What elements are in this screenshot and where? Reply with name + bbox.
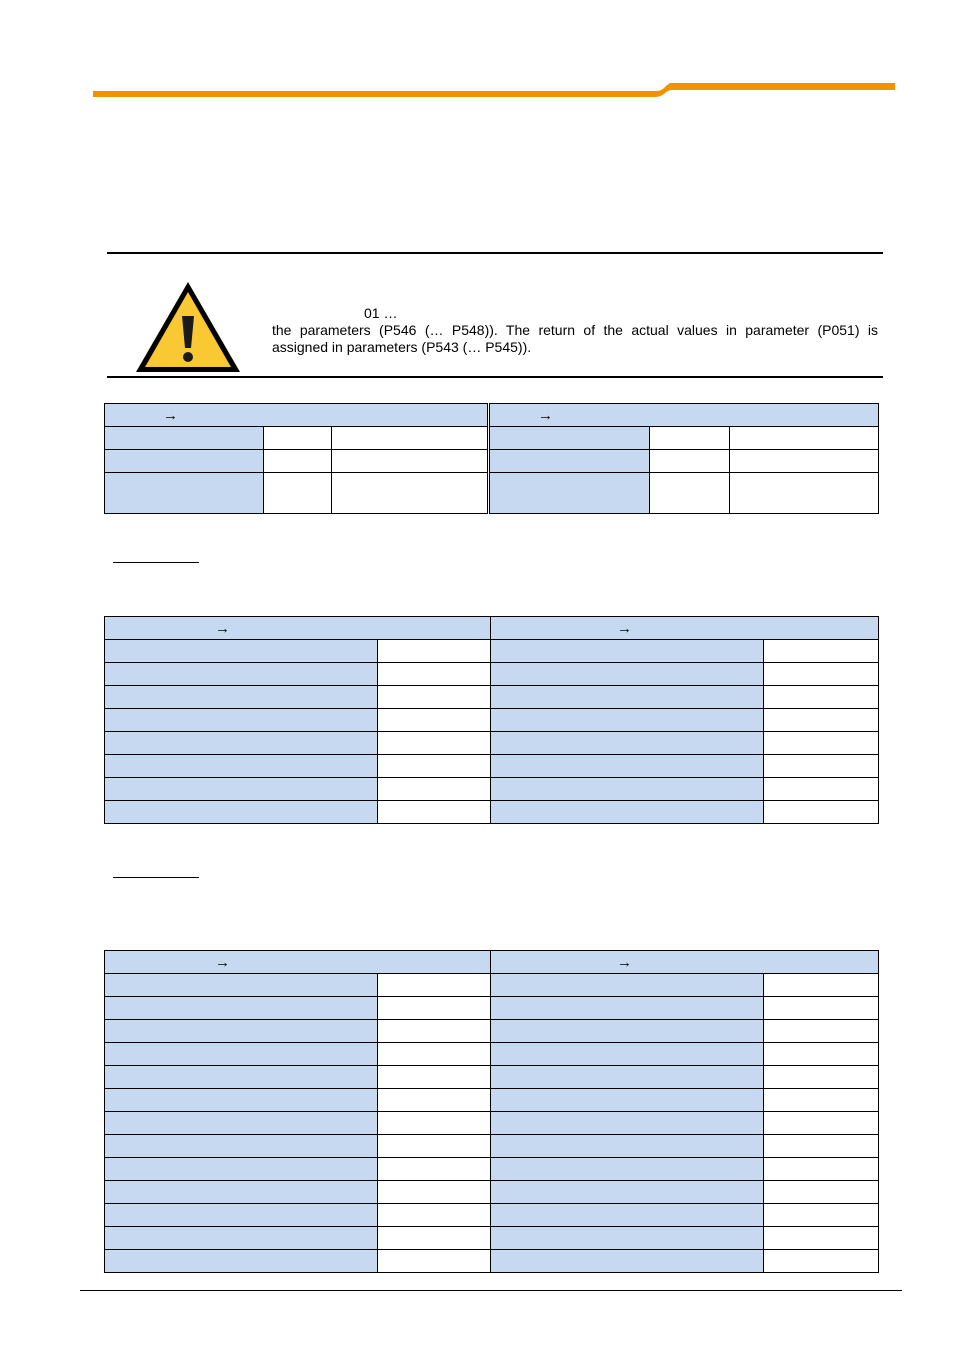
table-cell: [764, 801, 879, 824]
table-row: [490, 473, 879, 514]
table-cell: [764, 640, 879, 663]
table-row: [105, 709, 879, 732]
table-cell: [105, 755, 378, 778]
table-cell: [378, 1043, 491, 1066]
right-arrow-icon: →: [163, 406, 178, 424]
table-row: [105, 732, 879, 755]
table-row: [105, 1043, 879, 1066]
table-cell: [491, 1066, 764, 1089]
table-cell: [491, 1227, 764, 1250]
table-cell: [105, 1089, 378, 1112]
table-cell: [491, 709, 764, 732]
table-cell: [491, 732, 764, 755]
table-row: [490, 450, 879, 473]
table-cell: [378, 801, 491, 824]
table-cell: [491, 1181, 764, 1204]
table-cell: [764, 1250, 879, 1273]
table-row: [105, 801, 879, 824]
table-cell: [491, 801, 764, 824]
table-cell: [105, 997, 378, 1020]
table-cell: [491, 1135, 764, 1158]
table-cell: [764, 1112, 879, 1135]
table-cell: [491, 755, 764, 778]
table-cell: [378, 640, 491, 663]
table-row: [490, 427, 879, 450]
table-cell: [491, 974, 764, 997]
table-row: [105, 1227, 879, 1250]
table-row: [105, 1135, 879, 1158]
table-cell: [378, 1204, 491, 1227]
table-cell: [105, 1204, 378, 1227]
table-cell: [378, 1250, 491, 1273]
table-cell: [105, 663, 378, 686]
table-row: [105, 1158, 879, 1181]
table-cell: [105, 1066, 378, 1089]
table-cell: [378, 1112, 491, 1135]
table-row: [105, 755, 879, 778]
table-cell: [105, 1135, 378, 1158]
table-cell: [491, 640, 764, 663]
table-row: [105, 640, 879, 663]
table-3-right-header: [491, 951, 879, 974]
warning-bottom-rule: [107, 376, 883, 378]
table-cell: [378, 997, 491, 1020]
warning-line-2: the parameters (P546 (… P548)). The return of the actual values in parameter (P051) is: [272, 322, 878, 338]
table-row: [105, 1204, 879, 1227]
table-cell: [105, 1043, 378, 1066]
table-cell: [764, 732, 879, 755]
footer-rule: [80, 1290, 902, 1291]
table-cell: [491, 1158, 764, 1181]
table-cell: [105, 801, 378, 824]
table-cell: [764, 1020, 879, 1043]
table-cell: [105, 709, 378, 732]
table-cell: [105, 974, 378, 997]
table-cell: [764, 1158, 879, 1181]
table-cell: [764, 1089, 879, 1112]
table-cell: [491, 663, 764, 686]
table-cell: [378, 686, 491, 709]
table-2: [104, 616, 879, 824]
table-cell: [491, 1204, 764, 1227]
table-cell: [378, 1066, 491, 1089]
table-1-left: [104, 403, 488, 514]
table-cell: [764, 709, 879, 732]
table-1-left-header: [105, 404, 488, 427]
table-1-right: [489, 403, 879, 514]
table-cell: [378, 1020, 491, 1043]
table-row: [105, 1112, 879, 1135]
right-arrow-icon: →: [617, 619, 632, 637]
table-cell: [378, 974, 491, 997]
section-heading-underline: [113, 877, 199, 878]
table-cell: [378, 663, 491, 686]
right-arrow-icon: →: [215, 619, 230, 637]
table-cell: [491, 1020, 764, 1043]
table-cell: [764, 663, 879, 686]
table-row: [105, 663, 879, 686]
table-row: [105, 686, 879, 709]
table-row: [105, 1020, 879, 1043]
table-2-right-header: [491, 617, 879, 640]
right-arrow-icon: →: [538, 406, 553, 424]
table-cell: [491, 997, 764, 1020]
warning-line-1: 01 …: [364, 305, 398, 321]
table-cell: [491, 686, 764, 709]
table-row: [105, 1066, 879, 1089]
table-cell: [764, 1204, 879, 1227]
table-2-left-header: [105, 617, 491, 640]
table-cell: [105, 1250, 378, 1273]
section-heading-underline: [113, 562, 199, 563]
table-cell: [491, 1250, 764, 1273]
table-row: [105, 1250, 879, 1273]
right-arrow-icon: →: [617, 953, 632, 971]
table-cell: [764, 1135, 879, 1158]
table-cell: [378, 778, 491, 801]
table-1-right-header: [490, 404, 879, 427]
right-arrow-icon: →: [215, 953, 230, 971]
table-cell: [105, 1227, 378, 1250]
warning-text: [272, 305, 878, 356]
header-accent-bar: [0, 0, 954, 110]
table-cell: [764, 755, 879, 778]
table-cell: [105, 1158, 378, 1181]
table-cell: [764, 1227, 879, 1250]
table-cell: [378, 1158, 491, 1181]
table-row: [105, 1089, 879, 1112]
table-cell: [105, 686, 378, 709]
table-cell: [764, 1066, 879, 1089]
table-cell: [105, 640, 378, 663]
table-cell: [764, 1043, 879, 1066]
table-cell: [764, 997, 879, 1020]
table-cell: [105, 732, 378, 755]
table-cell: [378, 755, 491, 778]
table-cell: [378, 1227, 491, 1250]
table-cell: [491, 1089, 764, 1112]
table-cell: [105, 778, 378, 801]
table-row: [105, 427, 488, 450]
table-row: [105, 974, 879, 997]
table-row: [105, 450, 488, 473]
table-cell: [378, 1089, 491, 1112]
table-3: [104, 950, 879, 1273]
table-cell: [378, 1181, 491, 1204]
table-cell: [378, 709, 491, 732]
warning-triangle-icon: [134, 280, 242, 376]
table-row: [105, 778, 879, 801]
table-cell: [764, 686, 879, 709]
table-cell: [378, 1135, 491, 1158]
warning-top-rule: [107, 252, 883, 254]
table-cell: [764, 778, 879, 801]
table-cell: [491, 778, 764, 801]
table-cell: [105, 1181, 378, 1204]
table-cell: [378, 732, 491, 755]
table-cell: [764, 974, 879, 997]
table-3-left-header: [105, 951, 491, 974]
table-row: [105, 473, 488, 514]
table-cell: [105, 1020, 378, 1043]
table-cell: [764, 1181, 879, 1204]
table-cell: [491, 1043, 764, 1066]
warning-line-3: assigned in parameters (P543 (… P545)).: [272, 339, 532, 355]
table-cell: [491, 1112, 764, 1135]
table-row: [105, 1181, 879, 1204]
table-row: [105, 997, 879, 1020]
table-cell: [105, 1112, 378, 1135]
